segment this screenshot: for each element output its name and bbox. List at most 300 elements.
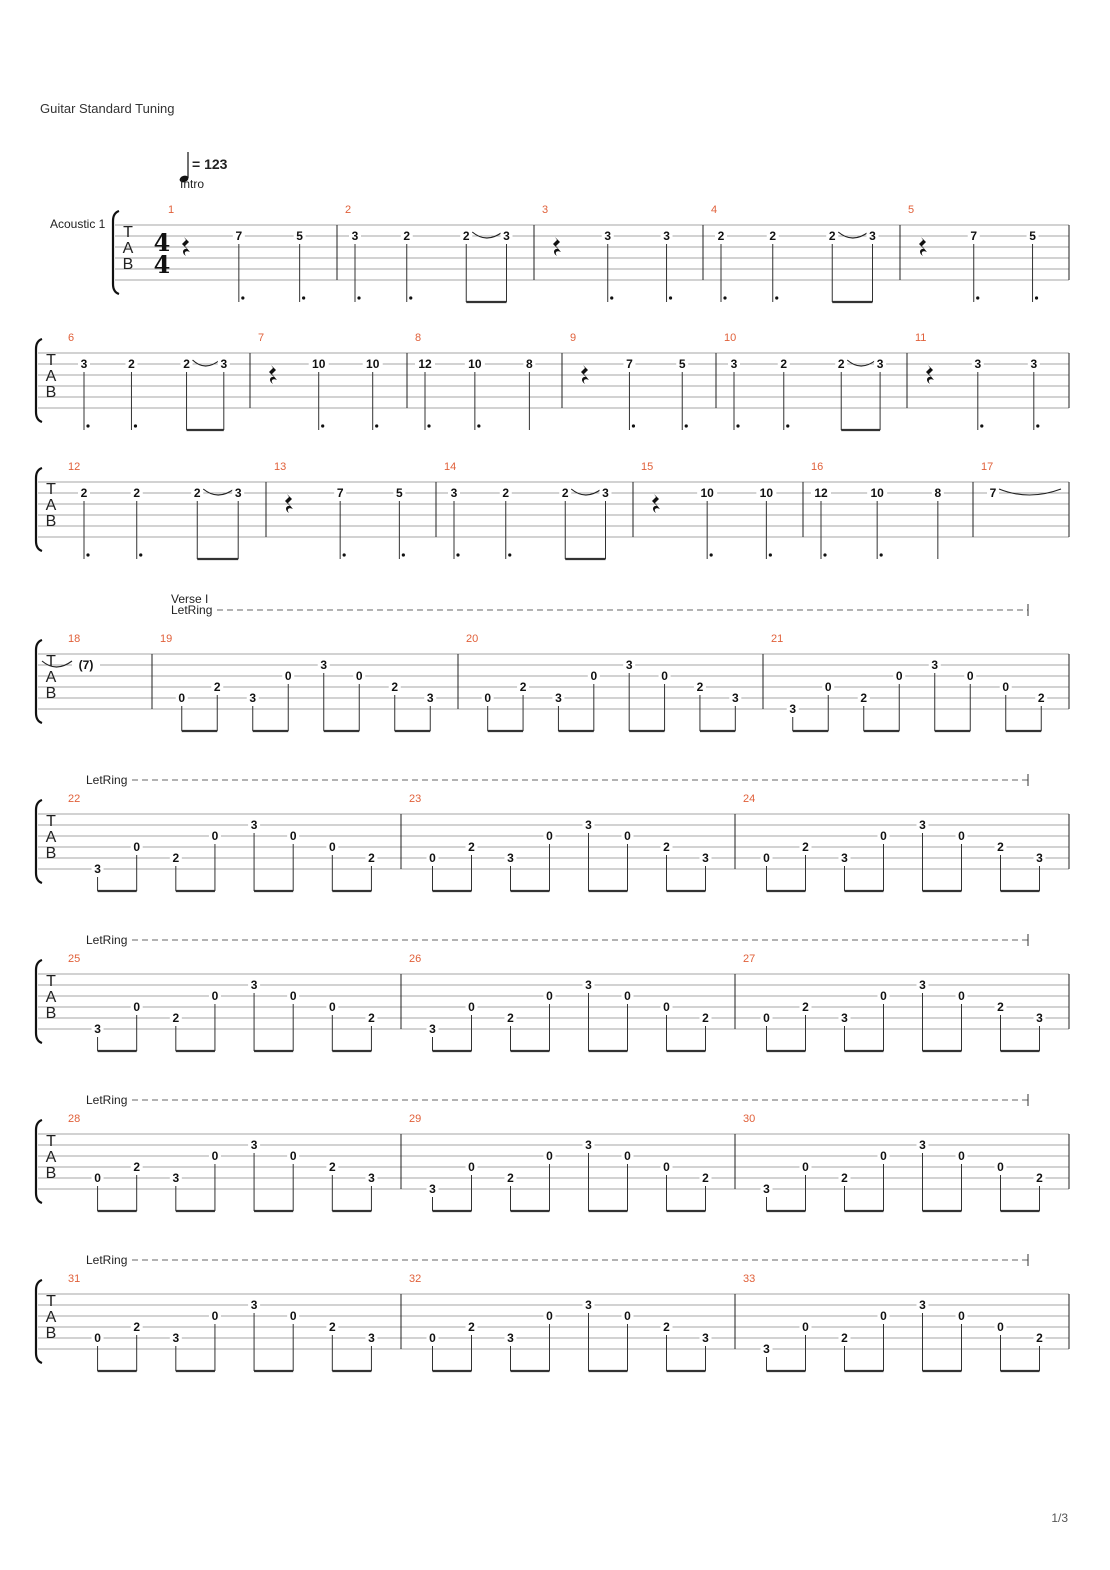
fret-number: 3 xyxy=(919,818,926,832)
fret-number: 3 xyxy=(931,658,939,672)
fret-number: 2 xyxy=(502,486,510,500)
fret-number: 0 xyxy=(211,829,219,843)
measure xyxy=(68,1273,377,1371)
let-ring-label: LetRing xyxy=(86,1093,128,1107)
fret-number: 3 xyxy=(585,818,592,832)
dot xyxy=(343,553,346,556)
measure xyxy=(415,332,535,430)
fret-number: 2 xyxy=(507,1171,514,1185)
fret-number: 0 xyxy=(328,1000,336,1014)
tab-clef-letter: B xyxy=(45,685,57,702)
fret-number: 0 xyxy=(546,829,553,843)
fret-number: 2 xyxy=(468,1320,475,1334)
fret-number: 2 xyxy=(368,1011,375,1025)
fret-number: 2 xyxy=(519,680,527,694)
system-bracket xyxy=(36,640,42,723)
fret-number: 12 xyxy=(418,357,432,371)
tie xyxy=(571,489,601,495)
fret-number: 3 xyxy=(94,862,101,876)
dot xyxy=(1036,424,1039,427)
system-bracket xyxy=(36,1120,42,1203)
measure-number: 9 xyxy=(570,332,577,344)
fret-number: 0 xyxy=(328,840,336,854)
fret-number: 3 xyxy=(919,978,926,992)
system-bracket xyxy=(36,1280,42,1363)
fret-number: 2 xyxy=(828,229,836,243)
measure-number: 25 xyxy=(68,953,81,965)
tab-clef-letter: T xyxy=(46,1133,56,1150)
fret-number: 0 xyxy=(1002,680,1010,694)
quarter-rest-icon xyxy=(652,494,660,513)
fret-number: 0 xyxy=(624,1309,631,1323)
fret-number: 3 xyxy=(585,978,592,992)
measure xyxy=(811,461,944,559)
measure xyxy=(743,793,1046,891)
tab-clef-letter: B xyxy=(45,513,57,530)
section-verse: Verse I xyxy=(171,592,209,606)
fret-number: 2 xyxy=(702,1171,709,1185)
fret-number: 2 xyxy=(561,486,569,500)
dot xyxy=(134,424,137,427)
dot xyxy=(880,553,883,556)
fret-number: 2 xyxy=(702,1011,709,1025)
system-bracket xyxy=(36,468,42,551)
fret-number: 2 xyxy=(802,840,809,854)
fret-number: 3 xyxy=(351,229,359,243)
measure-number: 2 xyxy=(345,204,352,216)
fret-number: 0 xyxy=(133,1000,141,1014)
tab-clef-letter: A xyxy=(45,497,57,514)
tab-system xyxy=(36,461,1069,559)
quarter-rest-icon xyxy=(581,365,589,384)
fret-number: 2 xyxy=(1036,1171,1043,1185)
measure-number: 24 xyxy=(743,793,756,805)
fret-number: 2 xyxy=(769,229,777,243)
fret-number: 0 xyxy=(178,691,186,705)
fret-number: 3 xyxy=(841,1011,848,1025)
fret-number: 3 xyxy=(503,229,510,243)
tie xyxy=(203,489,234,495)
measure-number: 3 xyxy=(542,204,549,216)
fret-number: 0 xyxy=(663,1160,670,1174)
tab-system xyxy=(36,1093,1069,1211)
fret-number: 0 xyxy=(997,1160,1004,1174)
fret-number: 2 xyxy=(133,1160,141,1174)
tab-clef-letter: T xyxy=(46,813,56,830)
fret-number: 3 xyxy=(1036,851,1043,865)
measure xyxy=(68,1113,377,1211)
fret-number: 0 xyxy=(355,669,363,683)
measure xyxy=(570,332,688,430)
track-name: Acoustic 1 xyxy=(50,217,106,231)
fret-number: 3 xyxy=(249,691,257,705)
dot xyxy=(508,553,511,556)
fret-number: 3 xyxy=(1036,1011,1043,1025)
measure xyxy=(743,1113,1046,1211)
fret-number: 0 xyxy=(624,989,631,1003)
tab-clef-letter: A xyxy=(45,1309,57,1326)
dot xyxy=(823,553,826,556)
fret-number: 3 xyxy=(702,851,709,865)
fret-number: 0 xyxy=(824,680,832,694)
measure-number: 14 xyxy=(444,461,457,473)
tab-clef-letter: B xyxy=(45,845,57,862)
fret-number: 0 xyxy=(958,989,965,1003)
measure xyxy=(274,461,405,559)
dot xyxy=(723,296,726,299)
fret-number: 2 xyxy=(462,229,470,243)
tie xyxy=(193,360,220,366)
fret-number: 2 xyxy=(391,680,399,694)
fret-number: 0 xyxy=(624,1149,631,1163)
fret-number: 10 xyxy=(700,486,714,500)
quarter-rest-icon xyxy=(269,365,277,384)
fret-number: 2 xyxy=(802,1000,809,1014)
fret-number: 2 xyxy=(1036,1331,1043,1345)
fret-number: 8 xyxy=(526,357,533,371)
fret-number: 0 xyxy=(289,1149,297,1163)
fret-number: 3 xyxy=(429,1022,436,1036)
measure xyxy=(771,633,1047,731)
measure xyxy=(258,332,383,430)
measure xyxy=(409,793,712,891)
tab-clef-letter: T xyxy=(46,653,56,670)
fret-number: 3 xyxy=(585,1298,592,1312)
fret-number: 3 xyxy=(320,658,328,672)
fret-number: 0 xyxy=(211,1309,219,1323)
fret-number: 10 xyxy=(366,357,380,371)
fret-number: 2 xyxy=(717,229,725,243)
fret-number: 0 xyxy=(484,691,492,705)
dot xyxy=(980,424,983,427)
fret-number: 3 xyxy=(625,658,633,672)
tie xyxy=(838,232,868,238)
fret-number: 2 xyxy=(841,1331,848,1345)
system-bracket xyxy=(36,960,42,1043)
fret-number: 0 xyxy=(429,851,436,865)
fret-number: 3 xyxy=(429,1182,436,1196)
measure-number: 23 xyxy=(409,793,422,805)
tab-system xyxy=(36,603,1069,731)
let-ring-label: LetRing xyxy=(86,1253,128,1267)
fret-number: 0 xyxy=(211,1149,219,1163)
dot xyxy=(86,553,89,556)
measure-number: 5 xyxy=(908,204,915,216)
fret-number: 7 xyxy=(626,357,633,371)
let-ring-label: LetRing xyxy=(86,933,128,947)
fret-number: 0 xyxy=(895,669,903,683)
fret-number: 7 xyxy=(235,229,243,243)
fret-number: 0 xyxy=(94,1331,101,1345)
fret-number: 3 xyxy=(368,1331,375,1345)
fret-number: 0 xyxy=(546,1149,553,1163)
fret-number: 2 xyxy=(172,1011,180,1025)
measure-number: 15 xyxy=(641,461,654,473)
measure-number: 17 xyxy=(981,461,994,473)
fret-number: 2 xyxy=(468,840,475,854)
fret-number: 2 xyxy=(663,840,670,854)
measure xyxy=(409,1273,712,1371)
tab-system xyxy=(36,332,1069,430)
fret-number: 3 xyxy=(702,1331,709,1345)
fret-number: 5 xyxy=(296,229,303,243)
fret-number: 3 xyxy=(604,229,612,243)
fret-number: 2 xyxy=(328,1160,336,1174)
fret-number: 3 xyxy=(507,851,514,865)
fret-number: 2 xyxy=(368,851,375,865)
fret-number: 0 xyxy=(133,840,141,854)
system-bracket xyxy=(36,339,42,422)
fret-number: 3 xyxy=(602,486,609,500)
tab-clef-letter: B xyxy=(45,1325,57,1342)
fret-number: 2 xyxy=(328,1320,336,1334)
measure xyxy=(981,461,1061,500)
fret-number: 0 xyxy=(94,1171,101,1185)
tab-clef-letter: A xyxy=(45,1149,57,1166)
fret-number: 2 xyxy=(183,357,190,371)
measure-number: 19 xyxy=(160,633,173,645)
fret-number: 0 xyxy=(661,669,668,683)
tab-clef-letter: T xyxy=(46,481,56,498)
fret-number: 7 xyxy=(989,486,997,500)
fret-number: (7) xyxy=(78,658,94,672)
fret-number: 0 xyxy=(966,669,974,683)
fret-number: 3 xyxy=(919,1138,926,1152)
let-ring-label: LetRing xyxy=(171,603,213,617)
fret-number: 0 xyxy=(468,1160,475,1174)
fret-number: 0 xyxy=(880,829,887,843)
measure xyxy=(168,204,306,302)
fret-number: 3 xyxy=(763,1182,770,1196)
fret-number: 10 xyxy=(468,357,482,371)
time-signature-bottom: 4 xyxy=(153,250,171,279)
fret-number: 10 xyxy=(759,486,774,500)
dot xyxy=(736,424,739,427)
fret-number: 3 xyxy=(869,229,876,243)
fret-number: 7 xyxy=(336,486,344,500)
measure-number: 26 xyxy=(409,953,422,965)
measure-number: 8 xyxy=(415,332,422,344)
let-ring-label: LetRing xyxy=(86,773,128,787)
measure xyxy=(68,461,244,559)
dot xyxy=(632,424,635,427)
fret-number: 2 xyxy=(663,1320,670,1334)
fret-number: 3 xyxy=(555,691,562,705)
measure xyxy=(345,204,513,302)
dot xyxy=(241,296,244,299)
fret-number: 3 xyxy=(1030,357,1038,371)
tie xyxy=(999,489,1061,495)
fret-number: 0 xyxy=(880,989,887,1003)
fret-number: 3 xyxy=(876,357,884,371)
fret-number: 3 xyxy=(919,1298,926,1312)
measure xyxy=(68,332,230,430)
fret-number: 0 xyxy=(763,851,770,865)
measure xyxy=(444,461,612,559)
fret-number: 3 xyxy=(731,691,739,705)
fret-number: 2 xyxy=(128,357,135,371)
fret-number: 5 xyxy=(1029,229,1036,243)
measure xyxy=(908,204,1039,302)
fret-number: 2 xyxy=(997,1000,1004,1014)
fret-number: 0 xyxy=(590,669,598,683)
fret-number: 10 xyxy=(312,357,326,371)
section-intro: Intro xyxy=(180,177,205,191)
measure-number: 18 xyxy=(68,633,81,645)
fret-number: 3 xyxy=(789,702,797,716)
fret-number: 0 xyxy=(958,1149,965,1163)
fret-number: 3 xyxy=(507,1331,514,1345)
dot xyxy=(769,553,772,556)
measure-number: 33 xyxy=(743,1273,756,1285)
fret-number: 3 xyxy=(426,691,434,705)
fret-number: 2 xyxy=(696,680,704,694)
tuning-label: Guitar Standard Tuning xyxy=(40,101,175,116)
fret-number: 2 xyxy=(1037,691,1045,705)
fret-number: 0 xyxy=(880,1149,887,1163)
fret-number: 3 xyxy=(368,1171,375,1185)
fret-number: 5 xyxy=(396,486,403,500)
measure xyxy=(68,953,377,1051)
measure xyxy=(724,332,886,430)
fret-number: 3 xyxy=(974,357,982,371)
tab-clef-letter: A xyxy=(45,989,57,1006)
fret-number: 5 xyxy=(678,357,686,371)
fret-number: 0 xyxy=(468,1000,475,1014)
fret-number: 3 xyxy=(763,1342,770,1356)
system-bracket xyxy=(36,800,42,883)
fret-number: 2 xyxy=(172,851,180,865)
tab-clef-letter: T xyxy=(46,973,56,990)
measure xyxy=(542,204,673,302)
fret-number: 2 xyxy=(997,840,1004,854)
fret-number: 2 xyxy=(133,1320,141,1334)
dot xyxy=(685,424,688,427)
measure-number: 30 xyxy=(743,1113,756,1125)
measure-number: 29 xyxy=(409,1113,422,1125)
dot xyxy=(357,296,360,299)
fret-number: 3 xyxy=(250,1298,258,1312)
tempo-marking: = 123 xyxy=(192,156,228,172)
fret-number: 0 xyxy=(880,1309,887,1323)
tab-clef-letter: A xyxy=(122,240,134,257)
system-bracket xyxy=(113,211,119,294)
fret-number: 8 xyxy=(934,486,942,500)
fret-number: 3 xyxy=(841,851,848,865)
dot xyxy=(786,424,789,427)
fret-number: 3 xyxy=(250,818,258,832)
fret-number: 2 xyxy=(841,1171,848,1185)
fret-number: 2 xyxy=(837,357,845,371)
fret-number: 0 xyxy=(289,829,297,843)
measure xyxy=(160,633,436,731)
tab-clef-letter: B xyxy=(45,1165,57,1182)
quarter-rest-icon xyxy=(919,237,927,256)
measure-number: 22 xyxy=(68,793,81,805)
measure-number: 11 xyxy=(915,332,927,344)
dot xyxy=(456,553,459,556)
dot xyxy=(302,296,305,299)
dot xyxy=(402,553,405,556)
measure-number: 7 xyxy=(258,332,265,344)
fret-number: 10 xyxy=(870,486,884,500)
fret-number: 0 xyxy=(763,1011,770,1025)
tab-clef-letter: B xyxy=(45,1005,57,1022)
fret-number: 2 xyxy=(507,1011,514,1025)
dot xyxy=(610,296,613,299)
fret-number: 12 xyxy=(814,486,828,500)
quarter-rest-icon xyxy=(553,237,561,256)
fret-number: 3 xyxy=(663,229,670,243)
dot xyxy=(375,424,378,427)
dot xyxy=(1035,296,1038,299)
measure-number: 28 xyxy=(68,1113,81,1125)
fret-number: 0 xyxy=(958,1309,965,1323)
tab-clef-letter: T xyxy=(46,1293,56,1310)
fret-number: 2 xyxy=(780,357,788,371)
tab-clef-letter: T xyxy=(46,352,56,369)
tab-clef-letter: B xyxy=(122,256,134,273)
fret-number: 0 xyxy=(429,1331,436,1345)
dot xyxy=(427,424,430,427)
measure-number: 12 xyxy=(68,461,81,473)
fret-number: 3 xyxy=(94,1022,101,1036)
tab-clef-letter: A xyxy=(45,829,57,846)
measure xyxy=(409,953,712,1051)
fret-number: 3 xyxy=(730,357,738,371)
fret-number: 2 xyxy=(860,691,868,705)
fret-number: 3 xyxy=(585,1138,592,1152)
dot xyxy=(710,553,713,556)
measure-number: 13 xyxy=(274,461,287,473)
measure xyxy=(743,1273,1046,1371)
fret-number: 0 xyxy=(802,1320,809,1334)
quarter-rest-icon xyxy=(926,365,934,384)
tab-system xyxy=(36,773,1069,891)
fret-number: 0 xyxy=(289,1309,297,1323)
tab-clef-letter: B xyxy=(45,384,57,401)
measure xyxy=(711,204,879,302)
measure xyxy=(915,332,1040,430)
measure-number: 4 xyxy=(711,204,718,216)
measure-number: 20 xyxy=(466,633,479,645)
fret-number: 0 xyxy=(546,1309,553,1323)
fret-number: 2 xyxy=(403,229,411,243)
tab-clef-letter: A xyxy=(45,368,57,385)
tab-system xyxy=(113,204,1069,302)
fret-number: 7 xyxy=(970,229,978,243)
measure-number: 6 xyxy=(68,332,75,344)
time-signature-top: 4 xyxy=(153,228,171,257)
fret-number: 3 xyxy=(450,486,458,500)
measure xyxy=(641,461,776,559)
fret-number: 2 xyxy=(193,486,201,500)
dot xyxy=(976,296,979,299)
measure xyxy=(68,793,377,891)
fret-number: 0 xyxy=(289,989,297,1003)
fret-number: 3 xyxy=(250,978,258,992)
fret-number: 0 xyxy=(546,989,553,1003)
fret-number: 3 xyxy=(234,486,242,500)
fret-number: 2 xyxy=(213,680,221,694)
tie xyxy=(472,232,502,238)
dot xyxy=(477,424,480,427)
fret-number: 0 xyxy=(663,1000,670,1014)
dot xyxy=(321,424,324,427)
fret-number: 3 xyxy=(172,1331,180,1345)
measure-number: 27 xyxy=(743,953,756,965)
fret-number: 0 xyxy=(284,669,292,683)
